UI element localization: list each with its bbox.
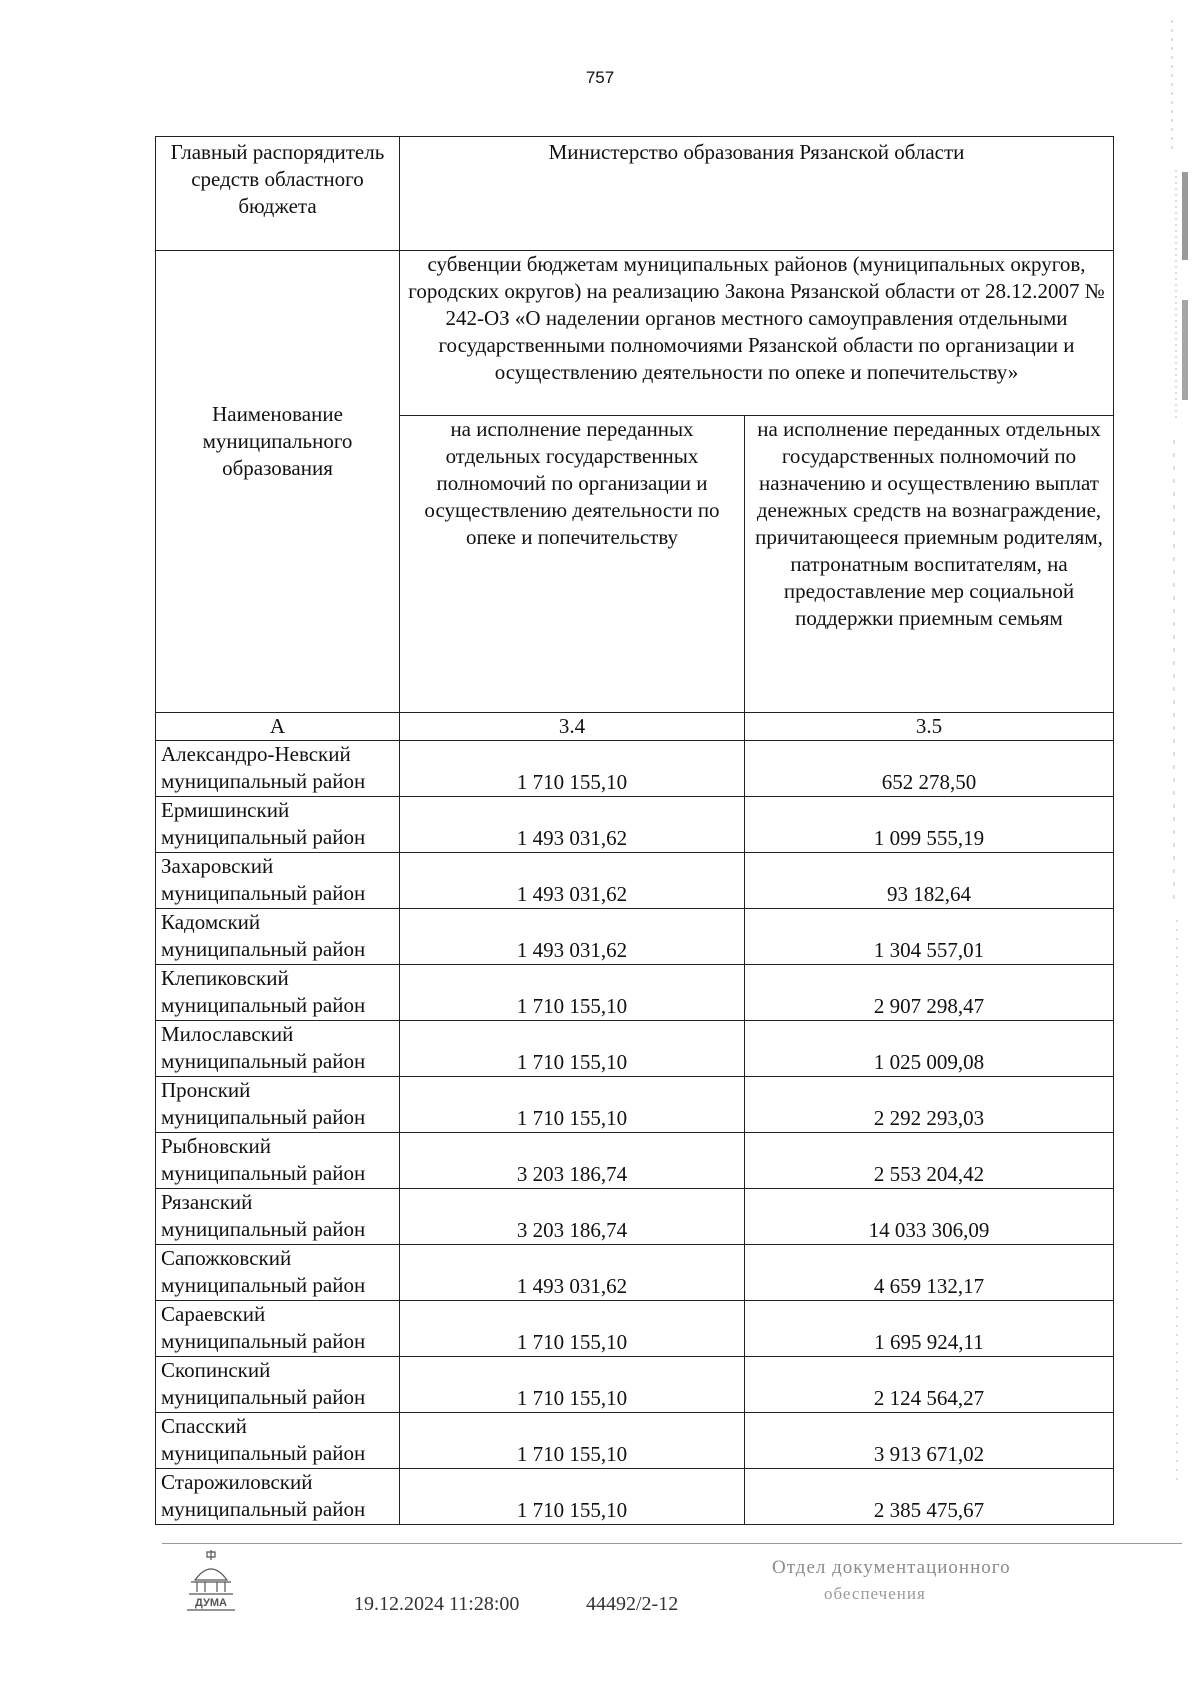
index-col2: 3.5 <box>745 713 1114 741</box>
municipality-name-cell <box>156 1133 400 1189</box>
municipality-name-cell <box>156 1469 400 1525</box>
municipality-type: муниципальный район <box>161 1049 366 1073</box>
municipality-type: муниципальный район <box>161 1441 366 1465</box>
value-col1: 1 710 155,10 <box>400 1469 745 1525</box>
municipality-type: муниципальный район <box>161 993 366 1017</box>
municipality-name: Рыбновский <box>161 1134 272 1158</box>
header-name-label <box>156 251 400 713</box>
municipality-type: муниципальный район <box>161 1273 366 1297</box>
table-row <box>156 853 1114 909</box>
index-a: А <box>156 713 400 741</box>
value-col2: 2 907 298,47 <box>745 965 1114 1021</box>
municipality-name: Захаровский <box>161 854 274 878</box>
value-col1: 1 710 155,10 <box>400 1021 745 1077</box>
municipality-type: муниципальный район <box>161 1105 366 1129</box>
municipality-type: муниципальный район <box>161 825 366 849</box>
value-col1: 3 203 186,74 <box>400 1189 745 1245</box>
header-col2: на исполнение переданных отдельных государственных полномочий по назначению и осуществлению выплат денежных средств на вознаграждение, причитающееся приемным родителям, патронатным воспитателям, на предоставление мер социальной поддержки приемным семьям <box>745 416 1114 713</box>
municipality-name: Сапожковский <box>161 1246 292 1270</box>
municipality-type: муниципальный район <box>161 937 366 961</box>
registration-datetime: 19.12.2024 11:28:00 <box>354 1593 520 1615</box>
municipality-name-cell <box>156 909 400 965</box>
table-body <box>156 741 1114 1525</box>
table-row <box>156 1021 1114 1077</box>
municipality-type: муниципальный район <box>161 1217 366 1241</box>
header-row-subvention <box>156 251 1114 416</box>
municipality-name-cell <box>156 1357 400 1413</box>
municipality-name-cell <box>156 1245 400 1301</box>
value-col2: 1 304 557,01 <box>745 909 1114 965</box>
table-row <box>156 965 1114 1021</box>
index-col1: 3.4 <box>400 713 745 741</box>
municipality-name-cell <box>156 797 400 853</box>
municipality-name: Пронский <box>161 1078 251 1102</box>
value-col2: 1 695 924,11 <box>745 1301 1114 1357</box>
municipality-name: Спасский <box>161 1414 247 1438</box>
footer-divider <box>162 1543 1182 1544</box>
index-row <box>156 713 1114 741</box>
municipality-type: муниципальный район <box>161 1329 366 1353</box>
table-row <box>156 1357 1114 1413</box>
value-col1: 1 493 031,62 <box>400 909 745 965</box>
value-col1: 1 493 031,62 <box>400 797 745 853</box>
value-col2: 3 913 671,02 <box>745 1413 1114 1469</box>
municipality-name-cell <box>156 965 400 1021</box>
value-col1: 1 710 155,10 <box>400 1357 745 1413</box>
registration-number: 44492/2-12 <box>586 1593 679 1615</box>
municipality-name-cell <box>156 1189 400 1245</box>
header-name-text: Наименование муниципального образования <box>202 402 353 480</box>
value-col1: 1 710 155,10 <box>400 741 745 797</box>
municipality-name: Милославский <box>161 1022 294 1046</box>
value-col2: 652 278,50 <box>745 741 1114 797</box>
municipality-name: Рязанский <box>161 1190 253 1214</box>
value-col2: 4 659 132,17 <box>745 1245 1114 1301</box>
municipality-name-cell <box>156 1021 400 1077</box>
header-row-main <box>156 137 1114 251</box>
municipality-name: Александро-Невский <box>161 742 351 766</box>
municipality-name: Старожиловский <box>161 1470 313 1494</box>
municipality-name: Ермишинский <box>161 798 290 822</box>
value-col1: 3 203 186,74 <box>400 1133 745 1189</box>
table-row <box>156 797 1114 853</box>
table-row <box>156 1189 1114 1245</box>
municipality-name-cell <box>156 741 400 797</box>
page-number: 757 <box>585 68 615 87</box>
municipality-name-cell <box>156 1077 400 1133</box>
stamp-department-line2: обеспечения <box>824 1584 926 1603</box>
value-col2: 2 553 204,42 <box>745 1133 1114 1189</box>
table-row <box>156 741 1114 797</box>
value-col2: 93 182,64 <box>745 853 1114 909</box>
value-col2: 2 292 293,03 <box>745 1077 1114 1133</box>
value-col2: 1 025 009,08 <box>745 1021 1114 1077</box>
municipality-type: муниципальный район <box>161 881 366 905</box>
municipality-type: муниципальный район <box>161 1497 366 1521</box>
duma-logo <box>181 1546 241 1616</box>
table-row <box>156 1133 1114 1189</box>
table-row <box>156 1077 1114 1133</box>
header-col1: на исполнение переданных отдельных государственных полномочий по организации и осуществлению деятельности по опеке и попечительству <box>400 416 745 713</box>
value-col2: 2 124 564,27 <box>745 1357 1114 1413</box>
municipality-name-cell <box>156 1301 400 1357</box>
municipality-name: Кадомский <box>161 910 261 934</box>
duma-logo-text: ДУМА <box>195 1597 227 1609</box>
value-col1: 1 710 155,10 <box>400 1413 745 1469</box>
table-row <box>156 1301 1114 1357</box>
value-col1: 1 493 031,62 <box>400 1245 745 1301</box>
value-col2: 2 385 475,67 <box>745 1469 1114 1525</box>
scan-edge-artifact <box>1168 0 1194 1695</box>
header-subvention: субвенции бюджетам муниципальных районов (муниципальных округов, городских округов) на реализацию Закона Рязанской области от 28.12.2007 № 242-ОЗ «О наделении органов местного самоуправления отдельными государственными полномочиями Рязанской области по организации и осуществлению деятельности по опеке и попечительству» <box>400 251 1114 416</box>
stamp-department-line1: Отдел документационного <box>772 1557 1011 1578</box>
header-main-label: Главный распорядитель средств областного бюджета <box>156 137 400 251</box>
value-col2: 1 099 555,19 <box>745 797 1114 853</box>
value-col1: 1 493 031,62 <box>400 853 745 909</box>
municipality-name: Сараевский <box>161 1302 266 1326</box>
header-main-value: Министерство образования Рязанской области <box>400 137 1114 251</box>
value-col1: 1 710 155,10 <box>400 1301 745 1357</box>
value-col1: 1 710 155,10 <box>400 1077 745 1133</box>
municipality-name: Клепиковский <box>161 966 289 990</box>
table-row <box>156 1413 1114 1469</box>
subvention-table <box>155 136 1114 1525</box>
municipality-type: муниципальный район <box>161 769 366 793</box>
municipality-name: Скопинский <box>161 1358 271 1382</box>
municipality-type: муниципальный район <box>161 1161 366 1185</box>
table-row <box>156 1245 1114 1301</box>
value-col2: 14 033 306,09 <box>745 1189 1114 1245</box>
table-row <box>156 909 1114 965</box>
municipality-type: муниципальный район <box>161 1385 366 1409</box>
value-col1: 1 710 155,10 <box>400 965 745 1021</box>
municipality-name-cell <box>156 1413 400 1469</box>
municipality-name-cell <box>156 853 400 909</box>
table-row <box>156 1469 1114 1525</box>
